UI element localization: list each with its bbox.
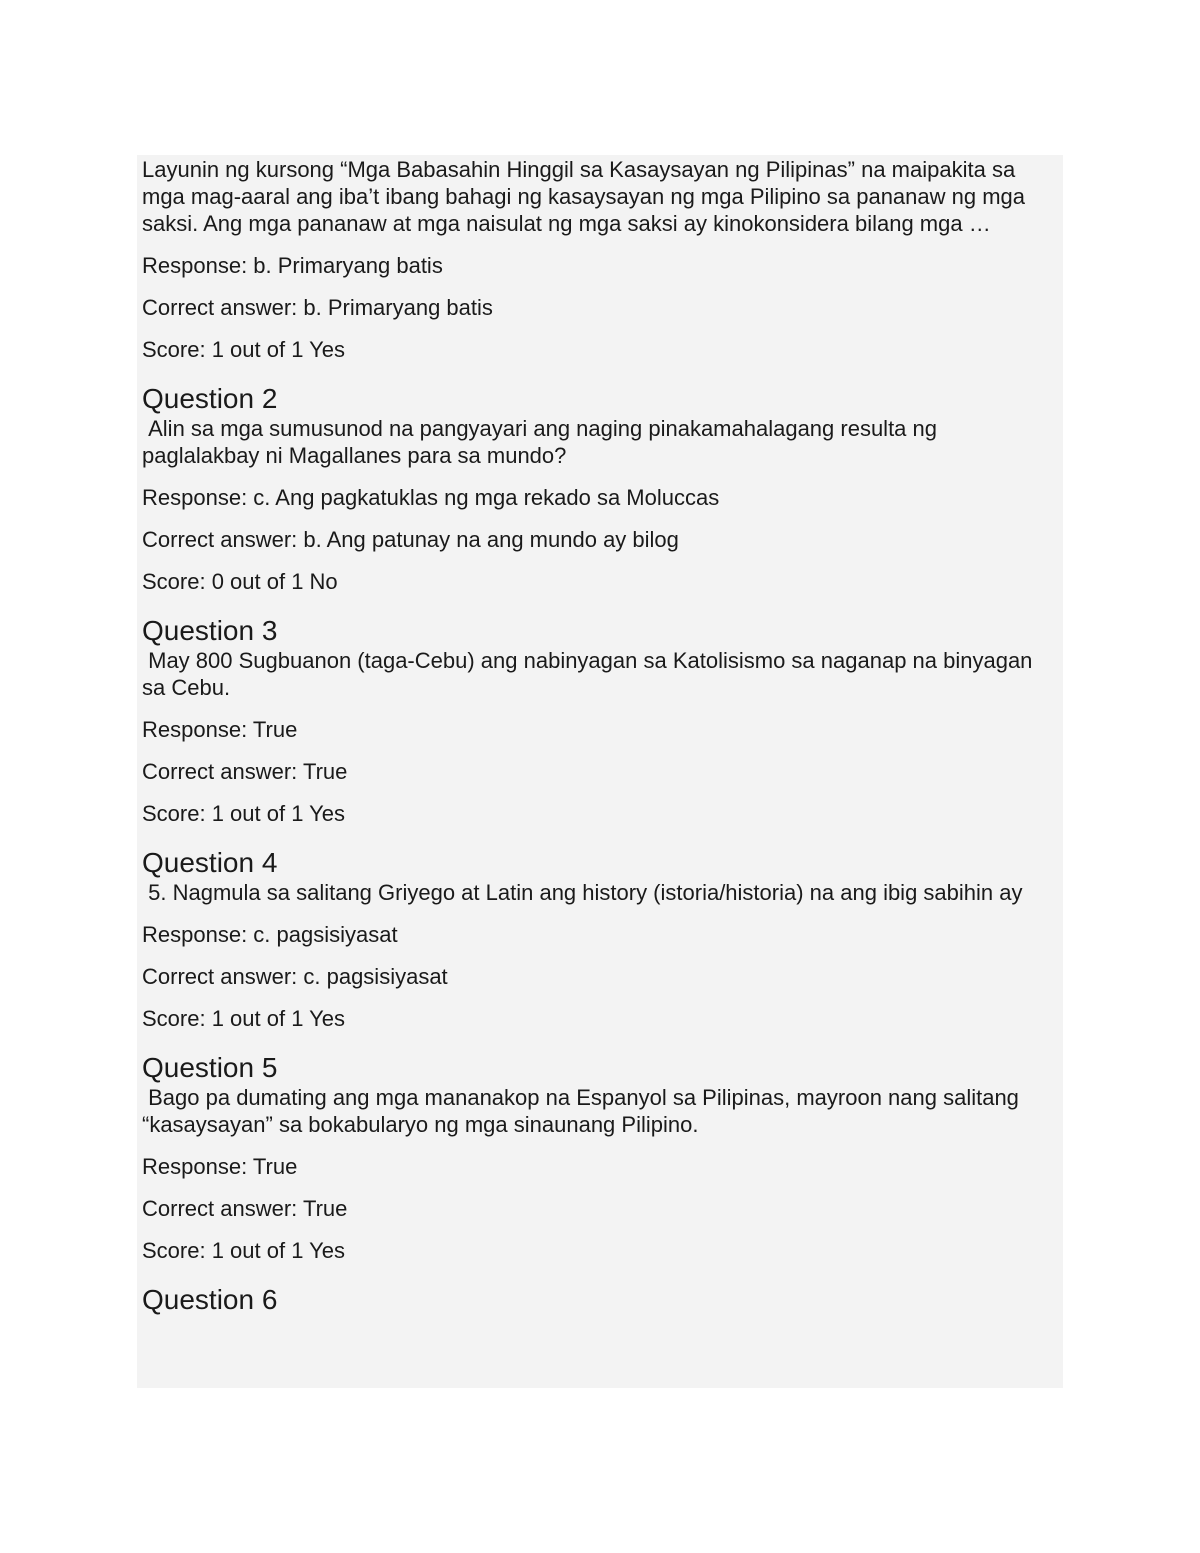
quiz-results-panel xyxy=(137,155,1063,1388)
question-text: Layunin ng kursong “Mga Babasahin Hinggil sa Kasaysayan ng Pilipinas” na maipakita sa mga mag-aaral ang iba’t ibang bahagi ng kasaysayan ng mga Pilipino sa pananaw ng mga saksi. Ang mga pananaw at mga naisulat ng mga saksi ay kinokonsidera bilang mga … xyxy=(142,157,1032,236)
correct-answer-text: Correct answer: b. Ang patunay na ang mundo ay bilog xyxy=(142,527,679,552)
response-text: Response: c. pagsisiyasat xyxy=(142,922,398,947)
response-text: Response: True xyxy=(142,1154,298,1179)
question-title: Question 4 xyxy=(142,847,278,878)
score-text: Score: 1 out of 1 Yes xyxy=(142,337,346,362)
score-text: Score: 0 out of 1 No xyxy=(142,569,338,594)
score-text: Score: 1 out of 1 Yes xyxy=(142,1006,346,1031)
question-block-3 xyxy=(142,615,1053,827)
question-block-1 xyxy=(142,156,1053,363)
question-text: Alin sa mga sumusunod na pangyayari ang naging pinakamahalagang resulta ng paglalakbay ni Magallanes para sa mundo? xyxy=(142,416,944,468)
question-block-2 xyxy=(142,383,1053,595)
question-text: 5. Nagmula sa salitang Griyego at Latin ang history (istoria/historia) na ang ibig sabihin ay xyxy=(142,880,1023,905)
correct-answer-text: Correct answer: True xyxy=(142,759,348,784)
response-text: Response: c. Ang pagkatuklas ng mga rekado sa Moluccas xyxy=(142,485,720,510)
correct-answer-text: Correct answer: c. pagsisiyasat xyxy=(142,964,448,989)
question-block-4 xyxy=(142,847,1053,1032)
question-title: Question 3 xyxy=(142,615,278,646)
question-text: May 800 Sugbuanon (taga-Cebu) ang nabinyagan sa Katolisismo sa naganap na binyagan sa Cebu. xyxy=(142,648,1039,700)
question-block-6 xyxy=(142,1284,1053,1316)
question-title: Question 2 xyxy=(142,383,278,414)
score-text: Score: 1 out of 1 Yes xyxy=(142,801,346,826)
response-text: Response: b. Primaryang batis xyxy=(142,253,443,278)
question-text: Bago pa dumating ang mga mananakop na Espanyol sa Pilipinas, mayroon nang salitang “kasaysayan” sa bokabularyo ng mga sinaunang Pilipino. xyxy=(142,1085,1026,1137)
question-title: Question 6 xyxy=(142,1284,278,1315)
correct-answer-text: Correct answer: b. Primaryang batis xyxy=(142,295,493,320)
score-text: Score: 1 out of 1 Yes xyxy=(142,1238,346,1263)
response-text: Response: True xyxy=(142,717,298,742)
question-title: Question 5 xyxy=(142,1052,278,1083)
question-block-5 xyxy=(142,1052,1053,1264)
correct-answer-text: Correct answer: True xyxy=(142,1196,348,1221)
